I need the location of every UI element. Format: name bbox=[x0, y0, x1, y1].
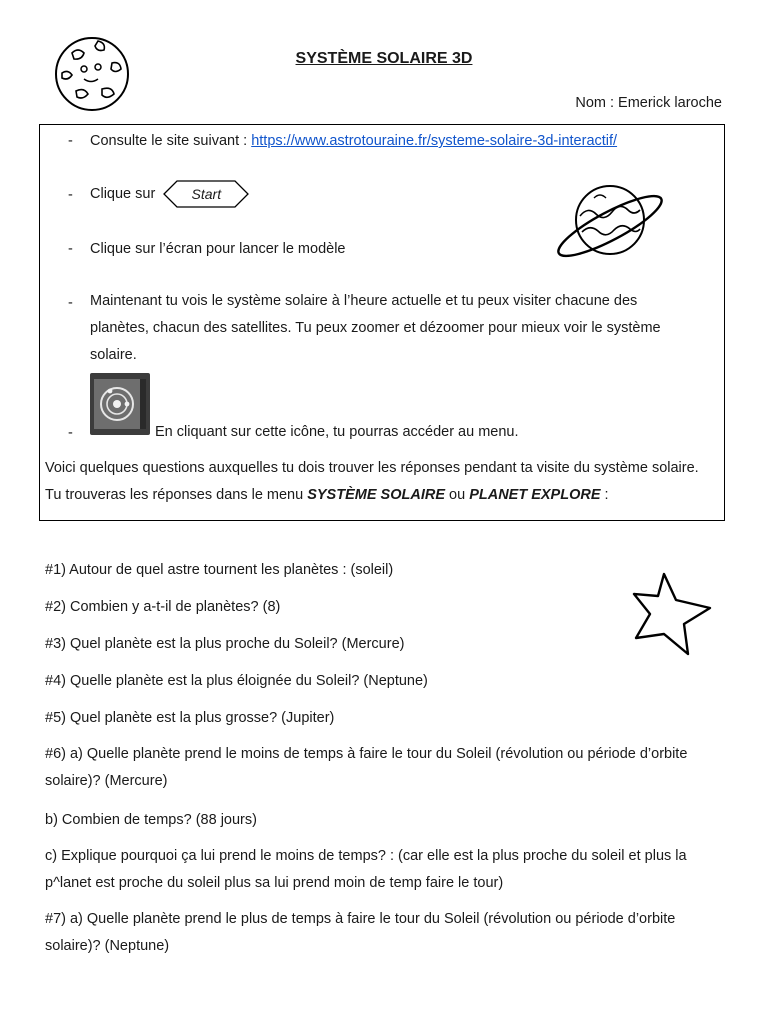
question-6c: c) Explique pourquoi ça lui prend le moins de temps? : (car elle est la plus proche du soleil et plus la p^lanet est proche du soleil plus sa lui prend moin de temp faire le tour) bbox=[45, 848, 687, 891]
orbit-icon bbox=[90, 373, 150, 435]
bullet-dash: - bbox=[68, 295, 73, 311]
start-button-label: Start bbox=[191, 186, 222, 202]
question-3: #3) Quel planète est la plus proche du Soleil? (Mercure) bbox=[45, 636, 405, 652]
student-name: Nom : Emerick laroche bbox=[575, 95, 722, 111]
step-3: Clique sur l’écran pour lancer le modèle bbox=[90, 241, 346, 257]
question-6a: #6) a) Quelle planète prend le moins de temps à faire le tour du Soleil (révolution ou période d’orbite solaire)? (Mercure) bbox=[45, 746, 688, 789]
step-4: Maintenant tu vois le système solaire à l’heure actuelle et tu peux visiter chacune des planètes, chacun des satellites. Tu peux zoomer et dézoomer pour mieux voir le système solaire. bbox=[90, 293, 661, 363]
start-button-image bbox=[163, 180, 249, 208]
question-6b: b) Combien de temps? (88 jours) bbox=[45, 812, 257, 828]
bullet-dash: - bbox=[68, 241, 73, 257]
bullet-dash: - bbox=[68, 133, 73, 149]
step-1-text: Consulte le site suivant : bbox=[90, 133, 252, 149]
step-1 bbox=[90, 133, 617, 149]
question-5: #5) Quel planète est la plus grosse? (Jupiter) bbox=[45, 710, 335, 726]
step-2-text: Clique sur bbox=[90, 186, 156, 202]
ringed-planet-icon bbox=[550, 176, 668, 272]
menu-planet-explore: PLANET EXPLORE bbox=[469, 487, 601, 503]
question-2: #2) Combien y a-t-il de planètes? (8) bbox=[45, 599, 281, 615]
question-7a: #7) a) Quelle planète prend le plus de temps à faire le tour du Soleil (révolution ou période d’orbite solaire)? (Neptune) bbox=[45, 911, 676, 954]
bullet-dash: - bbox=[68, 425, 73, 441]
intro-text: Voici quelques questions auxquelles tu dois trouver les réponses pendant ta visite du système solaire. Tu trouveras les réponses dans le menu bbox=[45, 460, 699, 503]
page-title: SYSTÈME SOLAIRE 3D bbox=[295, 50, 473, 67]
question-4: #4) Quelle planète est la plus éloignée du Soleil? (Neptune) bbox=[45, 673, 428, 689]
intro-mid: ou bbox=[445, 487, 470, 503]
solar-system-menu-icon bbox=[90, 373, 150, 435]
astrotouraine-link[interactable]: https://www.astrotouraine.fr/systeme-solaire-3d-interactif/ bbox=[251, 133, 618, 149]
intro-paragraph bbox=[45, 455, 715, 509]
step-2 bbox=[90, 180, 249, 208]
intro-end: : bbox=[600, 487, 609, 503]
moon-face-icon bbox=[52, 33, 132, 113]
step-5: En cliquant sur cette icône, tu pourras accéder au menu. bbox=[155, 424, 519, 440]
question-1: #1) Autour de quel astre tournent les planètes : (soleil) bbox=[45, 562, 394, 578]
menu-systeme-solaire: SYSTÈME SOLAIRE bbox=[307, 487, 445, 503]
star-icon bbox=[628, 568, 718, 660]
bullet-dash: - bbox=[68, 187, 73, 203]
